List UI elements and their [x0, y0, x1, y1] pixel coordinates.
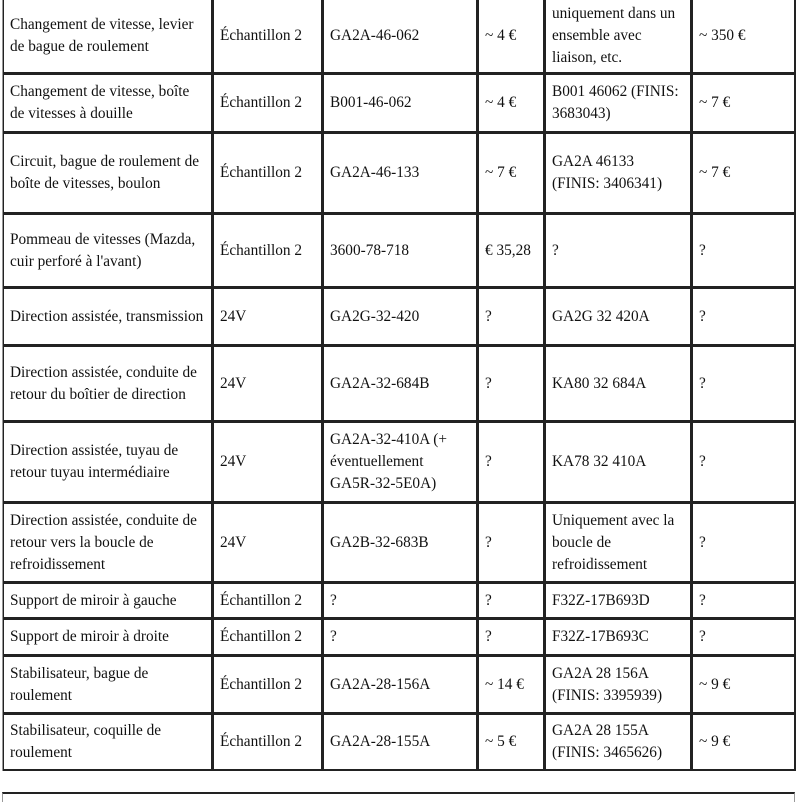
- part-description: Direction assistée, conduite de retour vers la boucle de refroidissement: [3, 503, 213, 583]
- alternative-part: GA2G 32 420A: [545, 288, 692, 346]
- alt-price-cell: ~ 7 €: [692, 74, 796, 133]
- part-description: Changement de vitesse, levier de bague de roulement: [3, 0, 213, 74]
- alt-price-cell: ?: [692, 288, 796, 346]
- part-description: Direction assistée, tuyau de retour tuyau intermédiaire: [3, 422, 213, 503]
- alt-price-cell: ?: [692, 583, 796, 619]
- price-cell: ~ 4 €: [478, 0, 545, 74]
- part-number: GA2A-46-062: [323, 0, 478, 74]
- sample-cell: 24V: [213, 346, 323, 422]
- alternative-part: F32Z-17B693D: [545, 583, 692, 619]
- table-row: [3, 346, 796, 422]
- price-cell: ?: [478, 288, 545, 346]
- part-description: Stabilisateur, coquille de roulement: [3, 714, 213, 771]
- part-description: Support de miroir à gauche: [3, 583, 213, 619]
- table-row: [3, 0, 796, 74]
- part-number: GA2B-32-683B: [323, 503, 478, 583]
- price-cell: ?: [478, 583, 545, 619]
- table-row: [3, 714, 796, 771]
- parts-table-body: [3, 0, 796, 771]
- alternative-part: KA78 32 410A: [545, 422, 692, 503]
- price-cell: € 35,28: [478, 214, 545, 288]
- alternative-part: F32Z-17B693C: [545, 619, 692, 656]
- part-number: ?: [323, 583, 478, 619]
- alternative-part: GA2A 28 156A (FINIS: 3395939): [545, 656, 692, 714]
- table-row: [3, 422, 796, 503]
- price-cell: ?: [478, 619, 545, 656]
- price-cell: ~ 7 €: [478, 133, 545, 214]
- part-description: Stabilisateur, bague de roulement: [3, 656, 213, 714]
- part-description: Pommeau de vitesses (Mazda, cuir perforé à l'avant): [3, 214, 213, 288]
- part-number: B001-46-062: [323, 74, 478, 133]
- sample-cell: Échantillon 2: [213, 214, 323, 288]
- part-number: 3600-78-718: [323, 214, 478, 288]
- alt-price-cell: ~ 350 €: [692, 0, 796, 74]
- sample-cell: Échantillon 2: [213, 619, 323, 656]
- sample-cell: Échantillon 2: [213, 656, 323, 714]
- part-number: ?: [323, 619, 478, 656]
- part-number: GA2A-32-410A (+ éventuellement GA5R-32-5E0A): [323, 422, 478, 503]
- table-row: [3, 214, 796, 288]
- part-number: GA2A-28-155A: [323, 714, 478, 771]
- alt-price-cell: ?: [692, 619, 796, 656]
- alternative-part: B001 46062 (FINIS: 3683043): [545, 74, 692, 133]
- sample-cell: Échantillon 2: [213, 714, 323, 771]
- sample-cell: Échantillon 2: [213, 0, 323, 74]
- alt-price-cell: ?: [692, 422, 796, 503]
- sample-cell: Échantillon 2: [213, 133, 323, 214]
- alternative-part: KA80 32 684A: [545, 346, 692, 422]
- alt-price-cell: ?: [692, 214, 796, 288]
- table-row: [3, 583, 796, 619]
- part-number: GA2A-46-133: [323, 133, 478, 214]
- table-bottom-edge: [2, 792, 795, 802]
- part-description: Direction assistée, conduite de retour du boîtier de direction: [3, 346, 213, 422]
- alternative-part: GA2A 28 155A (FINIS: 3465626): [545, 714, 692, 771]
- part-description: Direction assistée, transmission: [3, 288, 213, 346]
- alt-price-cell: ~ 9 €: [692, 656, 796, 714]
- part-description: Support de miroir à droite: [3, 619, 213, 656]
- alt-price-cell: ~ 7 €: [692, 133, 796, 214]
- part-description: Changement de vitesse, boîte de vitesses à douille: [3, 74, 213, 133]
- table-row: [3, 619, 796, 656]
- alternative-part: Uniquement avec la boucle de refroidissement: [545, 503, 692, 583]
- part-number: GA2A-28-156A: [323, 656, 478, 714]
- table-row: [3, 503, 796, 583]
- sample-cell: 24V: [213, 422, 323, 503]
- alternative-part: GA2A 46133 (FINIS: 3406341): [545, 133, 692, 214]
- price-cell: ~ 14 €: [478, 656, 545, 714]
- price-cell: ?: [478, 422, 545, 503]
- part-description: Circuit, bague de roulement de boîte de vitesses, boulon: [3, 133, 213, 214]
- parts-table: [2, 0, 796, 771]
- table-row: [3, 656, 796, 714]
- price-cell: ~ 4 €: [478, 74, 545, 133]
- table-row: [3, 74, 796, 133]
- alt-price-cell: ?: [692, 346, 796, 422]
- alt-price-cell: ?: [692, 503, 796, 583]
- sample-cell: 24V: [213, 288, 323, 346]
- sample-cell: Échantillon 2: [213, 583, 323, 619]
- price-cell: ~ 5 €: [478, 714, 545, 771]
- alternative-part: ?: [545, 214, 692, 288]
- price-cell: ?: [478, 346, 545, 422]
- alternative-part: uniquement dans un ensemble avec liaison, etc.: [545, 0, 692, 74]
- sample-cell: Échantillon 2: [213, 74, 323, 133]
- part-number: GA2G-32-420: [323, 288, 478, 346]
- alt-price-cell: ~ 9 €: [692, 714, 796, 771]
- table-row: [3, 288, 796, 346]
- table-row: [3, 133, 796, 214]
- part-number: GA2A-32-684B: [323, 346, 478, 422]
- price-cell: ?: [478, 503, 545, 583]
- sample-cell: 24V: [213, 503, 323, 583]
